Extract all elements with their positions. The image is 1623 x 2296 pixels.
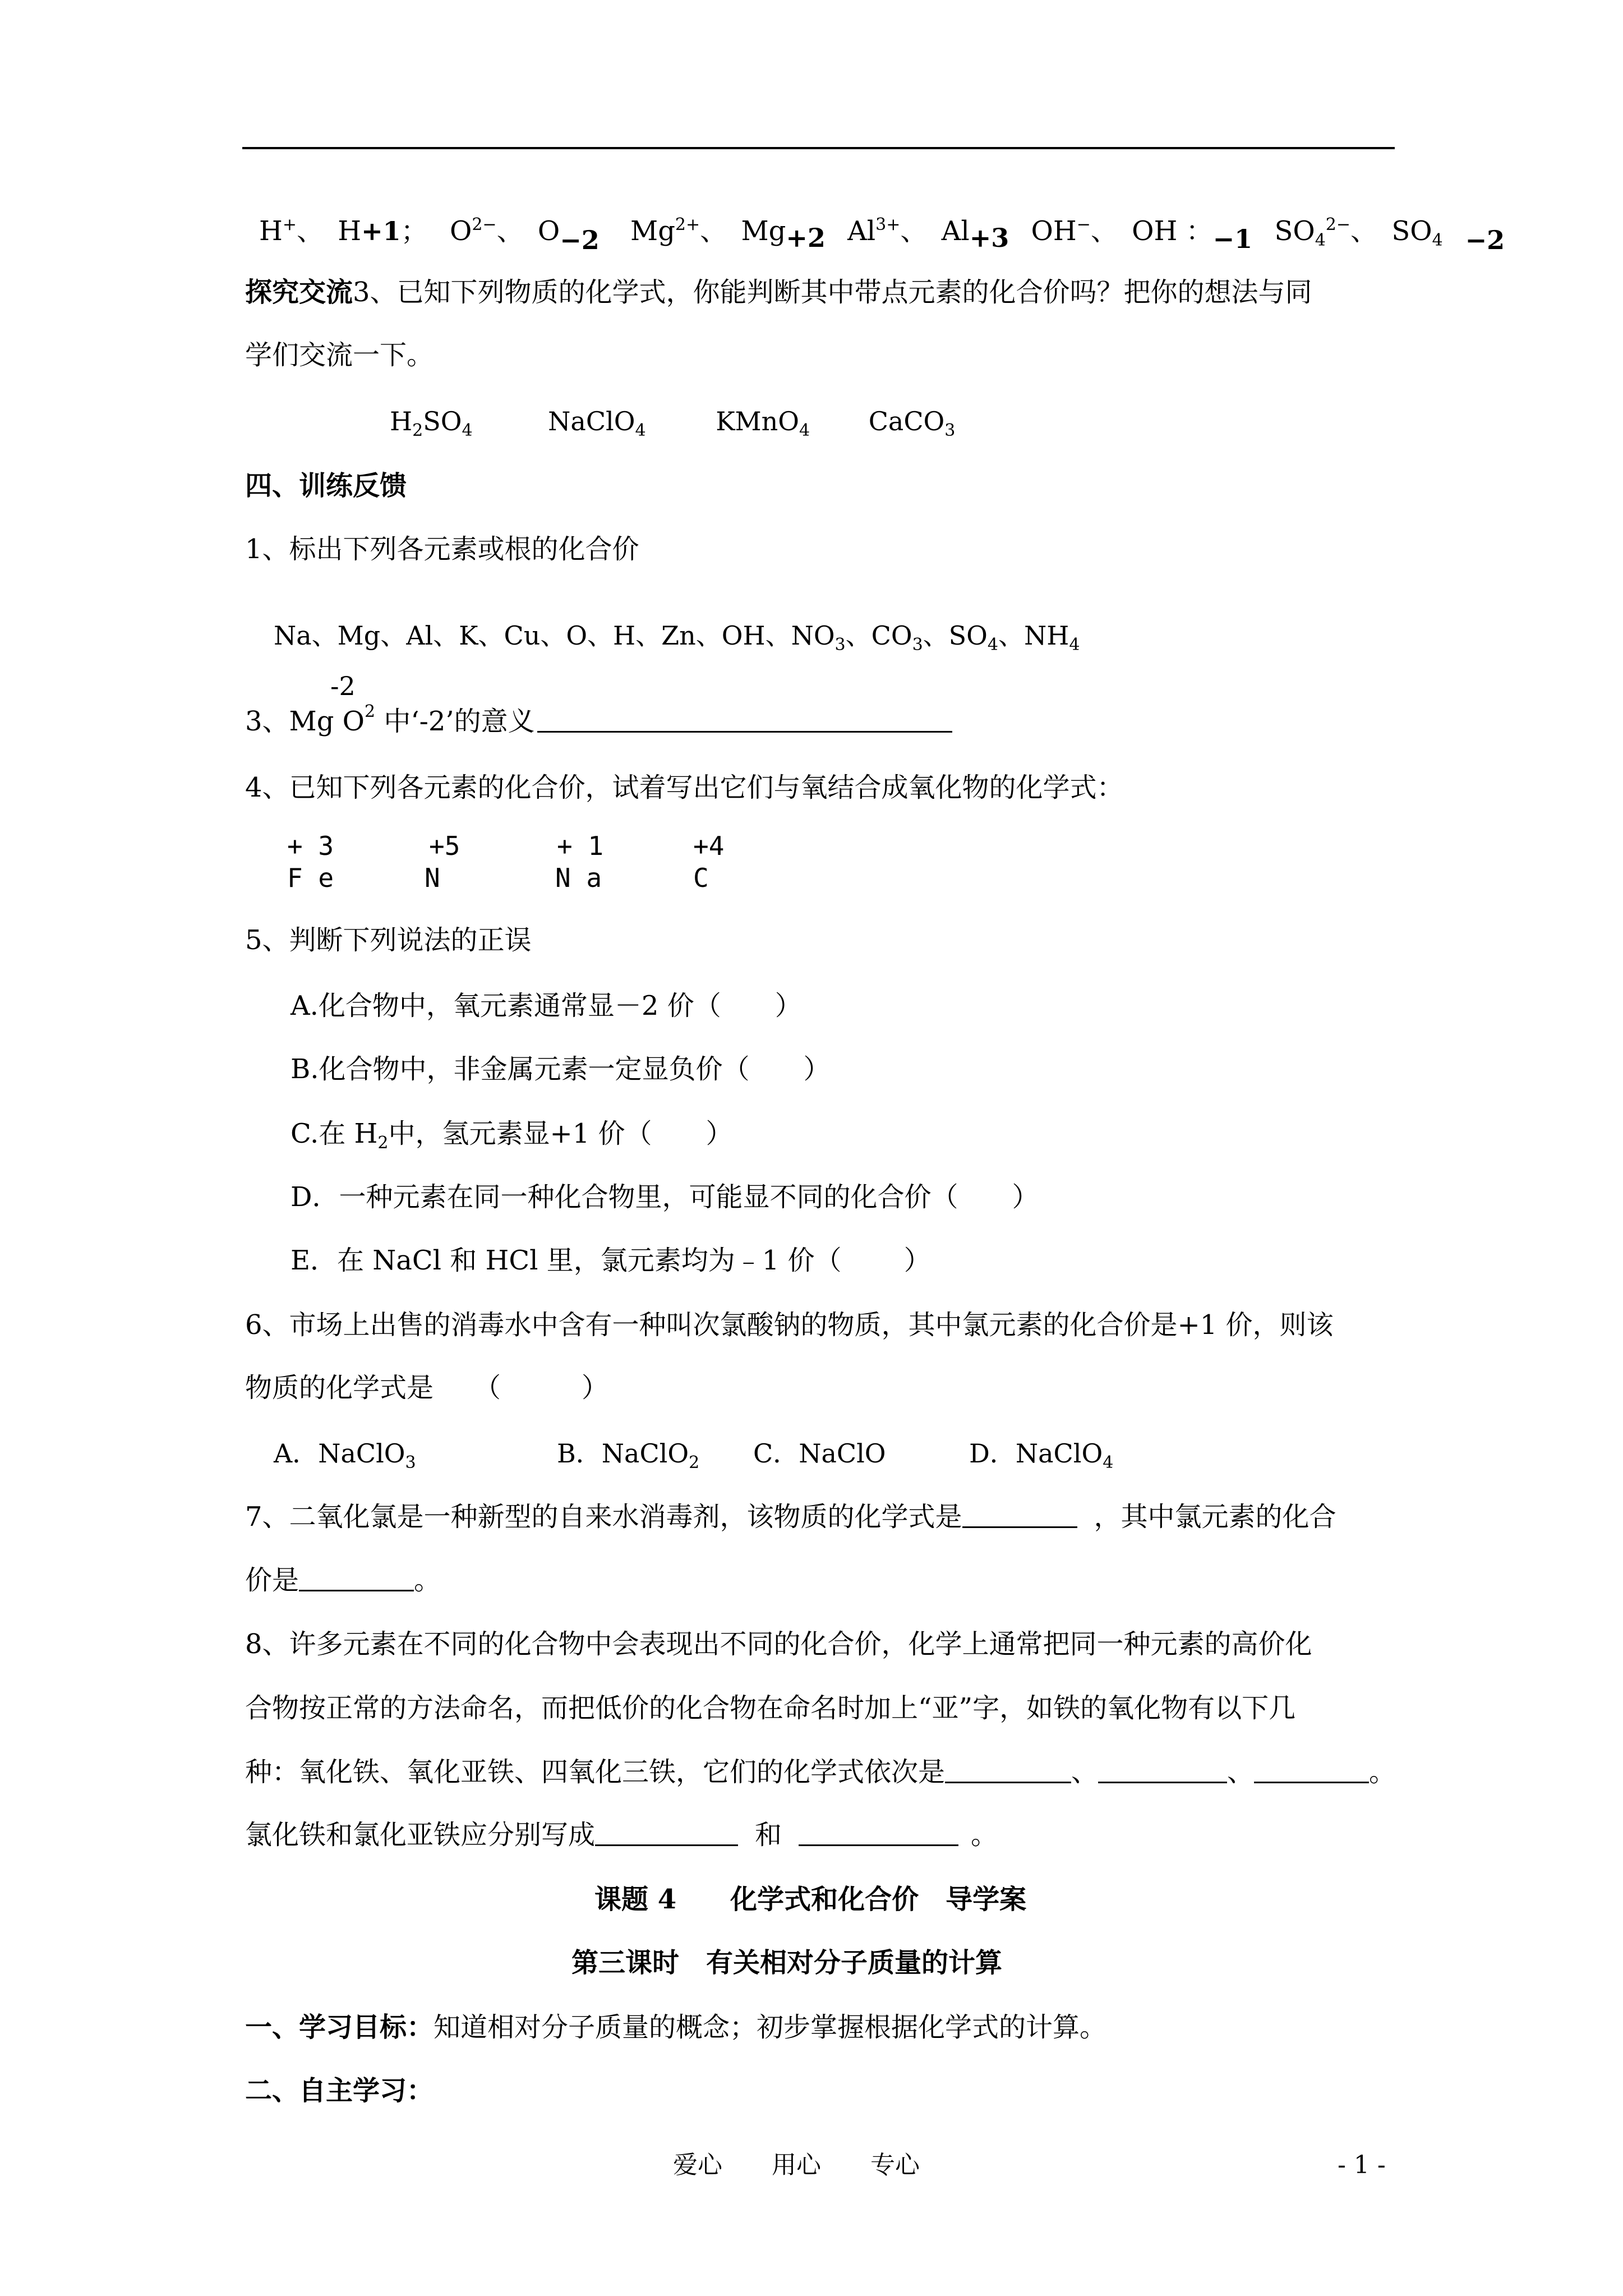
q6-line-1: 6、市场上出售的消毒水中含有一种叫次氯酸钠的物质，其中氯元素的化合价是+1 价，则该 bbox=[245, 1309, 1334, 1341]
q8-line-2: 合物按正常的方法命名，而把低价的化合物在命名时加上“亚”字，如铁的氧化物有以下几 bbox=[245, 1692, 1296, 1724]
explore-text-1: 3、已知下列物质的化学式，你能判断其中带点元素的化合价吗？把你的想法与同 bbox=[353, 277, 1312, 308]
formula-kmno4: KMnO$_4$ bbox=[716, 406, 810, 440]
learning-goals bbox=[245, 2014, 1106, 2041]
q7-formula-blank[interactable] bbox=[962, 1505, 1077, 1528]
q8-blank-2[interactable] bbox=[1098, 1760, 1227, 1783]
q8-blank-3[interactable] bbox=[1254, 1760, 1369, 1783]
learning-goals-text: 知道相对分子质量的概念；初步掌握根据化学式的计算。 bbox=[434, 2012, 1107, 2043]
q6-option-a: A．NaClO$_3$ bbox=[274, 1438, 416, 1473]
ion-oh: OH−、 bbox=[1031, 215, 1118, 247]
q8-line-3: 种：氧化铁、氧化亚铁、四氧化三铁，它们的化学式依次是 、 、 。 bbox=[245, 1756, 1396, 1788]
q5-option-b: B.化合物中，非金属元素一定显负价（ ） bbox=[291, 1053, 831, 1085]
ion-h: H+、 bbox=[259, 215, 324, 247]
q7-line-2: 价是 。 bbox=[245, 1565, 441, 1596]
ions-line bbox=[259, 215, 1510, 255]
q5-option-c: C.在 $H_2$中，氢元素显+1 价（ ） bbox=[291, 1118, 733, 1153]
valence-al: Al+3 bbox=[941, 215, 1009, 253]
q1-text: 1、标出下列各元素或根的化合价 bbox=[245, 533, 639, 565]
footer-motto: 爱心 用心 专心 bbox=[673, 2151, 920, 2179]
q4-element-row: F e N N a C bbox=[287, 863, 709, 893]
q8-blank-1[interactable] bbox=[945, 1760, 1071, 1783]
explore-line-2: 学们交流一下。 bbox=[245, 339, 434, 371]
header-rule bbox=[242, 147, 1395, 149]
lesson-title: 课题 4 化学式和化合价 导学案 bbox=[594, 1884, 1027, 1915]
explore-line-1 bbox=[245, 279, 1312, 306]
q8-line-1: 8、许多元素在不同的化合物中会表现出不同的化合价，化学上通常把同一种元素的高价化 bbox=[245, 1628, 1312, 1660]
explore-label: 探究交流 bbox=[245, 277, 353, 308]
q8-blank-4[interactable] bbox=[595, 1823, 738, 1846]
q8-line-4: 氯化铁和氯化亚铁应分别写成 和 。 bbox=[245, 1819, 998, 1851]
q6-line-2: 物质的化学式是 （ ） bbox=[245, 1372, 609, 1404]
valence-oh: OH ：−1 bbox=[1132, 215, 1253, 254]
page-number: - 1 - bbox=[1338, 2151, 1386, 2179]
valence-so4: $SO_4 -2$ bbox=[1391, 215, 1505, 255]
q3-answer-blank[interactable] bbox=[537, 710, 952, 733]
q6-option-d: D．NaClO$_4$ bbox=[969, 1438, 1114, 1473]
q5-option-a: A.化合物中，氧元素通常显－2 价（ ） bbox=[291, 990, 802, 1022]
explore-formulas bbox=[390, 406, 956, 440]
q6-option-c: C．NaClO bbox=[753, 1438, 886, 1469]
q6-options bbox=[274, 1438, 1114, 1473]
q3-line: 3、Mg $O^2$ 中‘-2’的意义 bbox=[245, 708, 952, 735]
q5-option-d: D．一种元素在同一种化合物里，可能显不同的化合价（ ） bbox=[291, 1181, 1039, 1213]
valence-o: O−2 bbox=[537, 215, 600, 255]
formula-naclo4: NaClO$_4$ bbox=[548, 406, 646, 440]
self-study-label: 二、自主学习： bbox=[245, 2075, 434, 2106]
formula-caco3: CaCO$_3$ bbox=[868, 406, 956, 440]
ion-mg: $Mg^{2+}$、 bbox=[630, 215, 727, 247]
q3-superscript: -2 bbox=[330, 671, 356, 701]
q5-option-e: E．在 NaCl 和 HCl 里，氯元素均为﹣1 价（ ） bbox=[291, 1245, 931, 1276]
q8-blank-5[interactable] bbox=[799, 1823, 958, 1846]
valence-mg: Mg+2 bbox=[741, 215, 826, 253]
q4-valence-row: + 3 +5 + 1 +4 bbox=[287, 831, 725, 861]
q5-text: 5、判断下列说法的正误 bbox=[245, 924, 532, 956]
q1-list: Na、Mg、Al、K、Cu、O、H、Zn、OH、$NO_3$、$CO_3$、$SO_4$、$NH_4$ bbox=[274, 620, 1080, 655]
lesson-subtitle: 第三课时 有关相对分子质量的计算 bbox=[571, 1947, 1003, 1978]
section-4-title: 四、训练反馈 bbox=[245, 470, 407, 501]
formula-h2so4: $H_2SO_4$ bbox=[390, 406, 473, 440]
q6-option-b: B．NaClO$_2$ bbox=[557, 1438, 700, 1473]
q7-valence-blank[interactable] bbox=[299, 1568, 414, 1591]
valence-h: H+1； bbox=[338, 215, 428, 247]
q4-text: 4、已知下列各元素的化合价，试着写出它们与氧结合成氧化物的化学式： bbox=[245, 772, 1124, 803]
learning-goals-label: 一、学习目标： bbox=[245, 2012, 434, 2043]
ion-o: $O^{2-}$、 bbox=[449, 215, 524, 247]
q7-line-1: 7、二氧化氯是一种新型的自来水消毒剂，该物质的化学式是 ，其中氯元素的化合 bbox=[245, 1501, 1336, 1533]
ion-so4: $SO_4^{2-}$、 bbox=[1274, 215, 1378, 250]
ion-al: $Al^{3+}$、 bbox=[847, 215, 928, 247]
